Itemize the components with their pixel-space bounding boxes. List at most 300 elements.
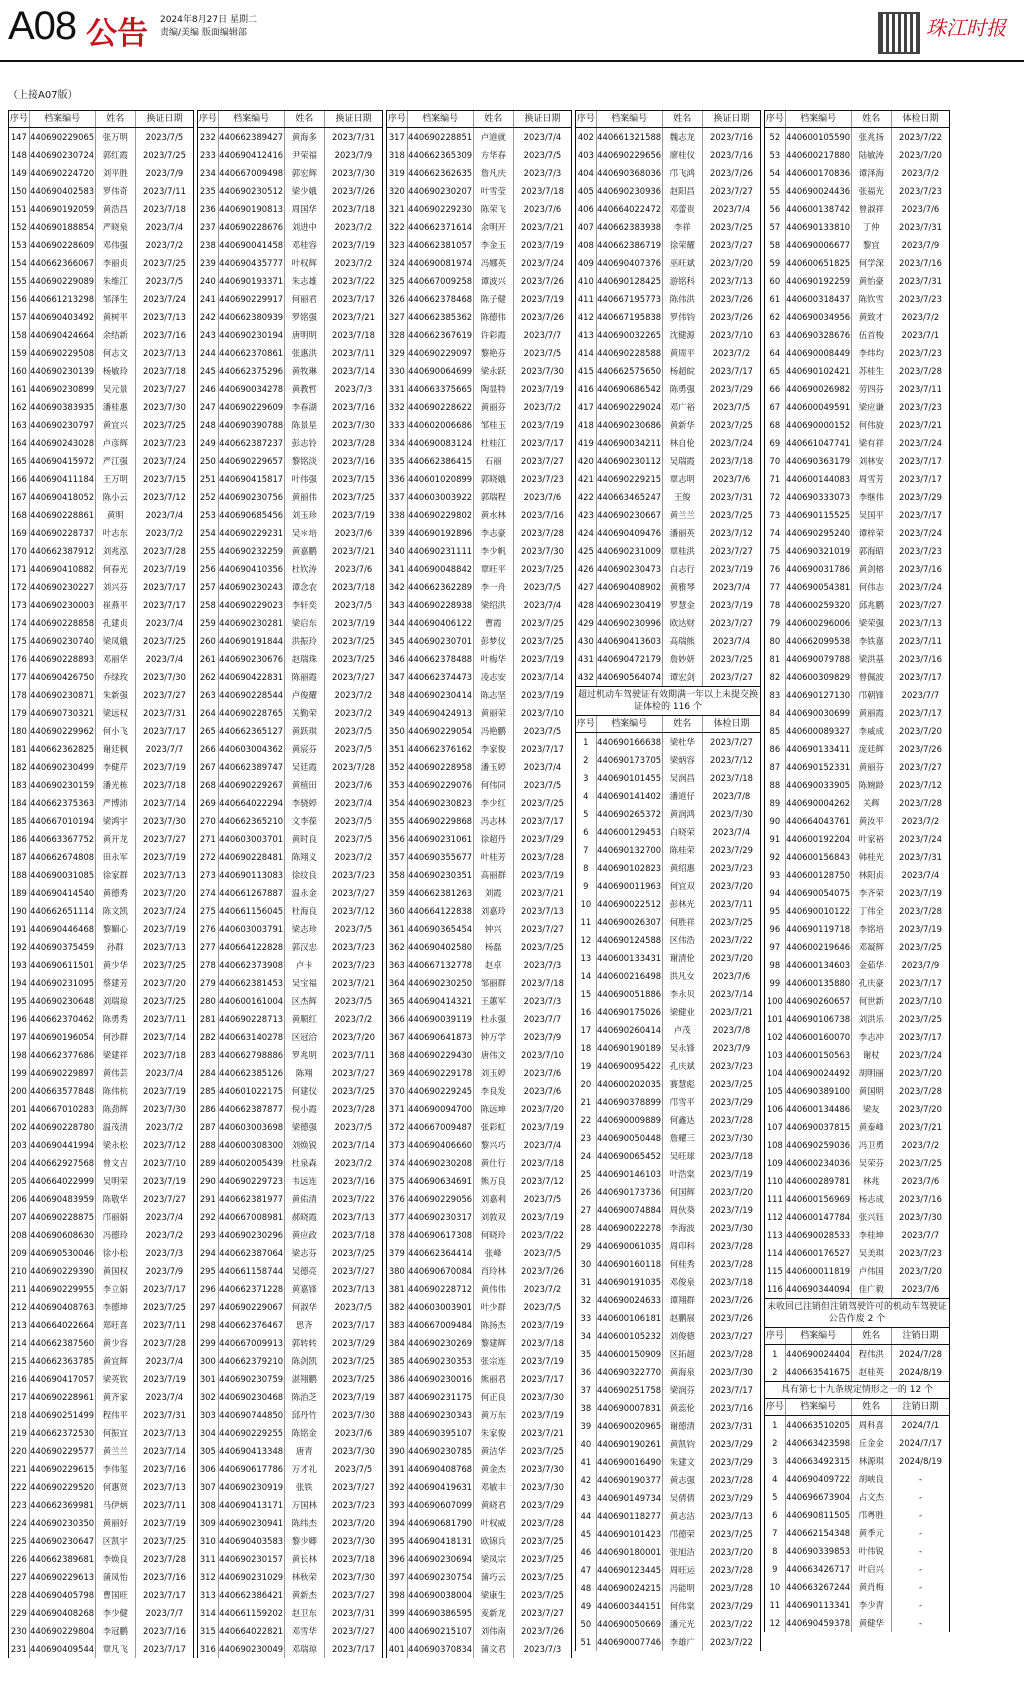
seq-cell: 181	[9, 740, 30, 758]
file-no-cell: 440690229054	[408, 722, 474, 740]
table-row	[198, 470, 382, 488]
file-no-cell: 440663367752	[30, 830, 96, 848]
file-no-cell: 440690230269	[408, 1334, 474, 1352]
table-row	[9, 1496, 193, 1514]
seq-cell: 6	[576, 823, 597, 841]
seq-cell: 284	[198, 1064, 219, 1082]
seq-cell: 246	[198, 380, 219, 398]
seq-cell: 171	[9, 560, 30, 578]
table-row	[765, 434, 949, 452]
table-row	[9, 1478, 193, 1496]
date-cell: -	[918, 1528, 922, 1538]
seq-cell: 393	[387, 1496, 408, 1514]
table-row	[9, 200, 193, 218]
file-no-cell: 440602006686	[408, 416, 474, 434]
seq-cell: 180	[9, 722, 30, 740]
table-row	[9, 884, 193, 902]
table-row	[198, 1118, 382, 1136]
name-cell: 谢德清	[663, 1417, 703, 1435]
table-row	[765, 164, 949, 182]
date-cell: 2023/7/5	[523, 582, 562, 592]
table-row	[576, 272, 760, 290]
table-row	[9, 326, 193, 344]
date-cell: 2023/7/27	[709, 672, 753, 682]
file-no-cell: 440690030699	[786, 704, 852, 722]
name-cell: 何伟棠	[663, 1597, 703, 1615]
date-cell: 2023/7/6	[334, 564, 373, 574]
name-cell: 黄怡豪	[852, 272, 892, 290]
table-row	[9, 236, 193, 254]
file-no-cell: 440690230754	[408, 1568, 474, 1586]
name-cell: 邓敏丰	[474, 1478, 514, 1496]
file-no-cell: 440662370861	[219, 344, 285, 362]
file-no-cell: 440662381263	[408, 884, 474, 902]
date-cell: 2023/7/25	[709, 654, 753, 664]
table-row	[765, 794, 949, 812]
file-no-cell: 440690229723	[219, 1172, 285, 1190]
name-cell: 曹霞	[474, 614, 514, 632]
seq-cell: 360	[387, 902, 408, 920]
table-row	[9, 1208, 193, 1226]
date-cell: 2023/7/20	[709, 881, 753, 891]
file-no-cell: 440662154348	[786, 1524, 852, 1542]
date-cell: 2023/7/6	[334, 528, 373, 538]
seq-cell: 355	[387, 812, 408, 830]
date-cell: 2023/7/19	[142, 1086, 186, 1096]
table-row	[576, 1435, 760, 1453]
seq-cell: 75	[765, 542, 786, 560]
seq-cell: 68	[765, 416, 786, 434]
name-cell: 黄佑清	[285, 1190, 325, 1208]
date-cell: -	[918, 1582, 922, 1592]
date-cell: 2023/7/10	[520, 708, 564, 718]
name-cell: 丁仲	[852, 218, 892, 236]
table-row	[576, 326, 760, 344]
date-cell: 2023/7/5	[523, 780, 562, 790]
file-no-cell: 440662374473	[408, 668, 474, 686]
name-cell: 余明开	[474, 218, 514, 236]
seq-cell: 413	[576, 326, 597, 344]
seq-cell: 234	[198, 164, 219, 182]
name-cell: 梁德强	[285, 1118, 325, 1136]
seq-cell: 78	[765, 596, 786, 614]
name-cell: 伍首梭	[852, 326, 892, 344]
table-row	[576, 1399, 760, 1417]
file-no-cell: 440690229178	[408, 1064, 474, 1082]
file-no-cell: 440690395107	[408, 1424, 474, 1442]
file-no-cell: 440690166638	[597, 733, 663, 751]
name-cell: 吴美琪	[852, 1244, 892, 1262]
seq-cell: 65	[765, 362, 786, 380]
date-cell: -	[918, 1492, 922, 1502]
file-no-cell: 440664022472	[597, 200, 663, 218]
date-cell: 2023/7/6	[334, 1428, 373, 1438]
seq-cell: 306	[198, 1460, 219, 1478]
table-row	[765, 1010, 949, 1028]
file-no-cell: 440600134603	[786, 956, 852, 974]
seq-cell: 272	[198, 848, 219, 866]
seq-cell: 271	[198, 830, 219, 848]
date-cell: 2023/7/6	[523, 492, 562, 502]
seq-cell: 21	[576, 1093, 597, 1111]
date-cell: 2023/7/26	[709, 168, 753, 178]
name-cell: 区凯宇	[96, 1532, 136, 1550]
file-no-cell: 440690022278	[597, 1219, 663, 1237]
file-no-cell: 440600105232	[597, 1327, 663, 1345]
seq-cell: 113	[765, 1226, 786, 1244]
table-row	[198, 596, 382, 614]
file-no-cell: 440690230996	[597, 614, 663, 632]
name-cell: 黄致才	[852, 308, 892, 326]
name-cell: 卢茂	[663, 1021, 703, 1039]
file-no-cell: 440690051886	[597, 985, 663, 1003]
file-no-cell: 440690229076	[408, 776, 474, 794]
table-row	[387, 344, 571, 362]
file-no-cell: 440662376467	[219, 1316, 285, 1334]
name-cell: 朱家俊	[474, 1424, 514, 1442]
seq-cell: 5	[576, 805, 597, 823]
date-cell: 2023/7/25	[331, 1086, 375, 1096]
table-row	[387, 290, 571, 308]
table-row	[387, 524, 571, 542]
date-cell: -	[918, 1474, 922, 1484]
table-row	[387, 560, 571, 578]
name-cell: 刘嘉玲	[474, 902, 514, 920]
date-cell: 2023/7/23	[142, 438, 186, 448]
file-no-cell: 440690193371	[219, 272, 285, 290]
seq-cell: 240	[198, 272, 219, 290]
table-row	[765, 776, 949, 794]
name-cell: 马伊炳	[96, 1496, 136, 1514]
date-cell: 2023/7/5	[334, 744, 373, 754]
date-cell: 2023/7/26	[709, 1313, 753, 1323]
date-cell: 2023/7/17	[520, 438, 564, 448]
file-no-cell: 440664122838	[408, 902, 474, 920]
table-row	[576, 668, 760, 686]
file-no-cell: 440690229508	[30, 344, 96, 362]
date-cell: 2023/7/20	[142, 978, 186, 988]
table-row	[198, 668, 382, 686]
date-cell: 2023/7/16	[898, 1194, 942, 1204]
name-cell: 思齐	[285, 1316, 325, 1334]
table-row	[387, 506, 571, 524]
table-row	[765, 992, 949, 1010]
name-cell: 赵鹏展	[663, 1309, 703, 1327]
name-cell: 何国辉	[663, 1183, 703, 1201]
date-cell: 2023/7/4	[523, 600, 562, 610]
date-cell: 2023/7/3	[145, 1248, 184, 1258]
seq-cell: 255	[198, 542, 219, 560]
table-row	[765, 704, 949, 722]
date-cell: 2023/7/10	[142, 1158, 186, 1168]
name-cell: 洪振玲	[285, 632, 325, 650]
file-no-cell: 440690141402	[597, 787, 663, 805]
seq-cell: 4	[765, 1470, 786, 1488]
date-cell: 2023/7/19	[520, 420, 564, 430]
file-no-cell: 440696673904	[786, 1488, 852, 1506]
seq-cell: 281	[198, 1010, 219, 1028]
name-cell: 冯娜英	[474, 254, 514, 272]
name-cell: 苏桂生	[852, 362, 892, 380]
name-cell: 佳广毅	[852, 1280, 892, 1298]
file-no-cell: 440690229255	[219, 1424, 285, 1442]
seq-cell: 366	[387, 1010, 408, 1028]
file-no-cell: 440690730321	[30, 704, 96, 722]
table-row	[9, 794, 193, 812]
table-row	[387, 1262, 571, 1280]
file-no-cell: 440690265372	[597, 805, 663, 823]
table-row	[9, 650, 193, 668]
file-no-cell: 440663577848	[30, 1082, 96, 1100]
date-cell: 2023/7/16	[331, 1176, 375, 1186]
name-cell: 黄伟芸	[96, 1064, 136, 1082]
file-no-cell: 440690365454	[408, 920, 474, 938]
seq-cell: 275	[198, 902, 219, 920]
table-row	[9, 218, 193, 236]
name-cell: 何胜祥	[663, 913, 703, 931]
name-cell: 区伟浩	[663, 931, 703, 949]
date-cell: 2023/7/6	[523, 1086, 562, 1096]
seq-cell: 190	[9, 902, 30, 920]
table-row	[198, 1622, 382, 1640]
table-row	[198, 1424, 382, 1442]
file-no-cell: 440690686542	[597, 380, 663, 398]
header-renew-date: 换证日期	[146, 114, 183, 124]
name-cell: 叶启兴	[852, 1560, 892, 1578]
file-no-cell: 440690190813	[219, 200, 285, 218]
name-cell: 郭瑞程	[474, 488, 514, 506]
seq-cell: 381	[387, 1280, 408, 1298]
date-cell: 2023/7/27	[709, 618, 753, 628]
header-exam-date: 体检日期	[713, 719, 750, 729]
file-no-cell: 440690190261	[597, 1435, 663, 1453]
seq-cell: 282	[198, 1028, 219, 1046]
name-cell: 吴明荣	[96, 1172, 136, 1190]
name-cell: 陈小云	[96, 488, 136, 506]
table-row	[198, 200, 382, 218]
table-row	[576, 1615, 760, 1633]
file-no-cell: 440690228712	[408, 1280, 474, 1298]
name-cell: 何学深	[852, 254, 892, 272]
seq-cell: 29	[576, 1237, 597, 1255]
table-row	[387, 1568, 571, 1586]
date-cell: 2023/7/29	[709, 1457, 753, 1467]
table-row	[198, 434, 382, 452]
seq-cell: 241	[198, 290, 219, 308]
table-row	[387, 398, 571, 416]
date-cell: 2023/7/25	[142, 1536, 186, 1546]
file-no-cell: 440690190189	[597, 1039, 663, 1057]
name-cell: 陈纬杰	[285, 1514, 325, 1532]
header-file-no: 档案编号	[597, 716, 663, 732]
table-row	[576, 452, 760, 470]
date-cell: 2023/7/18	[331, 1554, 375, 1564]
seq-cell: 408	[576, 236, 597, 254]
file-no-cell: 440690024436	[786, 182, 852, 200]
name-cell: 徐纹良	[285, 866, 325, 884]
seq-cell: 431	[576, 650, 597, 668]
table-row	[765, 452, 949, 470]
seq-cell: 203	[9, 1136, 30, 1154]
seq-cell: 407	[576, 218, 597, 236]
date-cell: 2023/7/29	[709, 1493, 753, 1503]
table-row	[198, 506, 382, 524]
name-cell: 赵阳昌	[663, 182, 703, 200]
editor-line: 责编/美编 版面编辑部	[160, 28, 247, 38]
file-no-cell: 440667009484	[408, 1316, 474, 1334]
table-row	[576, 578, 760, 596]
name-cell: 黄雅琴	[663, 578, 703, 596]
seq-cell: 35	[576, 1345, 597, 1363]
file-no-cell: 440690641873	[408, 1028, 474, 1046]
table-row	[198, 776, 382, 794]
file-no-cell: 440690441994	[30, 1136, 96, 1154]
seq-cell: 59	[765, 254, 786, 272]
seq-cell: 323	[387, 236, 408, 254]
file-no-cell: 440662362825	[30, 740, 96, 758]
seq-cell: 342	[387, 578, 408, 596]
table-row	[198, 848, 382, 866]
seq-cell: 170	[9, 542, 30, 560]
date-cell: 2023/7/24	[898, 1050, 942, 1060]
seq-cell: 188	[9, 866, 30, 884]
date-cell: 2023/7/14	[520, 672, 564, 682]
seq-cell: 401	[387, 1640, 408, 1658]
date-cell: 2023/7/5	[145, 276, 184, 286]
name-cell: 陈伟洪	[663, 290, 703, 308]
seq-cell: 287	[198, 1118, 219, 1136]
date-cell: 2023/7/30	[709, 1223, 753, 1233]
file-no-cell: 440662370462	[30, 1010, 96, 1028]
seq-cell: 325	[387, 272, 408, 290]
file-no-cell: 440667009913	[219, 1334, 285, 1352]
seq-cell: 10	[765, 1578, 786, 1596]
file-no-cell: 440667009498	[219, 164, 285, 182]
seq-cell: 1	[765, 1345, 786, 1363]
file-no-cell: 440603003901	[408, 1298, 474, 1316]
date-cell: 2023/7/2	[334, 1014, 373, 1024]
date-cell: 2023/7/21	[520, 1428, 564, 1438]
name-cell: 杜钦涛	[285, 560, 325, 578]
table-row	[387, 254, 571, 272]
table-row	[576, 1003, 760, 1021]
seq-cell: 249	[198, 434, 219, 452]
file-no-cell: 440690229390	[30, 1262, 96, 1280]
name-cell: 叶权威	[474, 1514, 514, 1532]
seq-cell: 424	[576, 524, 597, 542]
table-row	[9, 1316, 193, 1334]
seq-cell: 101	[765, 1010, 786, 1028]
seq-cell: 105	[765, 1082, 786, 1100]
name-cell: 黄开龙	[96, 830, 136, 848]
date-cell: 2023/7/25	[520, 636, 564, 646]
date-cell: 2023/7/5	[523, 348, 562, 358]
file-no-cell: 440690403583	[219, 1532, 285, 1550]
name-cell: 黄宜兴	[96, 416, 136, 434]
file-no-cell: 440662373908	[219, 956, 285, 974]
date-cell: 2023/7/11	[142, 186, 186, 196]
table-row	[576, 506, 760, 524]
table-row	[576, 787, 760, 805]
name-cell: 邝朝锋	[852, 686, 892, 704]
date-cell: 2023/7/23	[898, 294, 942, 304]
file-no-cell: 440690435777	[219, 254, 285, 272]
table-row	[765, 1280, 949, 1298]
name-cell: 潘元光	[663, 1615, 703, 1633]
seq-cell: 91	[765, 830, 786, 848]
seq-cell: 72	[765, 488, 786, 506]
date-cell: 2023/7/19	[142, 1374, 186, 1384]
date-cell: 2023/7/18	[520, 1338, 564, 1348]
name-cell: 黄教哲	[285, 380, 325, 398]
file-no-cell: 440690230797	[30, 416, 96, 434]
date-cell: 2023/7/28	[331, 438, 375, 448]
seq-cell: 396	[387, 1550, 408, 1568]
file-no-cell: 440662387064	[219, 1244, 285, 1262]
seq-cell: 285	[198, 1082, 219, 1100]
table-row	[9, 866, 193, 884]
date-cell: 2023/7/23	[898, 402, 942, 412]
date-cell: 2023/7/11	[331, 348, 375, 358]
seq-cell: 382	[387, 1298, 408, 1316]
date-cell: 2023/7/27	[709, 186, 753, 196]
name-cell: 黄水林	[474, 506, 514, 524]
table-row	[576, 362, 760, 380]
file-no-cell: 440662367619	[408, 326, 474, 344]
name-cell: 陈敬华	[96, 1190, 136, 1208]
name-cell: 邓俊泉	[663, 1273, 703, 1291]
seq-cell: 405	[576, 182, 597, 200]
date-cell: 2023/7/10	[520, 1050, 564, 1060]
date-cell: 2023/7/27	[898, 600, 942, 610]
date-cell: 2023/7/12	[520, 1176, 564, 1186]
date-cell: 2023/7/25	[331, 1356, 375, 1366]
seq-cell: 76	[765, 560, 786, 578]
name-cell: 廖桂仪	[663, 146, 703, 164]
name-cell: 黄齐家	[96, 1388, 136, 1406]
seq-cell: 429	[576, 614, 597, 632]
file-no-cell: 440690127130	[786, 686, 852, 704]
file-no-cell: 440662379210	[219, 1352, 285, 1370]
table-row	[576, 164, 760, 182]
name-cell: 黄国明	[852, 1082, 892, 1100]
name-cell: 万国林	[285, 1496, 325, 1514]
seq-cell: 326	[387, 290, 408, 308]
date-cell: 2023/7/22	[709, 1637, 753, 1647]
name-cell: 谭宏剑	[663, 668, 703, 686]
file-no-cell: 440690034956	[786, 308, 852, 326]
file-no-cell: 440690146103	[597, 1165, 663, 1183]
name-cell: 李少帆	[474, 542, 514, 560]
seq-cell: 11	[765, 1596, 786, 1614]
date-cell: 2023/7/17	[898, 474, 942, 484]
date-cell: 2023/7/25	[898, 1014, 942, 1024]
name-cell: 李齐荣	[852, 884, 892, 902]
file-no-cell: 440690230676	[219, 650, 285, 668]
name-cell: 黄应政	[285, 1226, 325, 1244]
date-cell: 2023/7/20	[331, 1518, 375, 1528]
issue-date: 2024年8月27日 星期二	[160, 15, 257, 25]
seq-cell: 335	[387, 452, 408, 470]
table-row	[9, 992, 193, 1010]
name-cell: 杜泉森	[285, 1154, 325, 1172]
table-row	[387, 938, 571, 956]
date-cell: 2023/7/30	[142, 672, 186, 682]
file-no-cell: 440662365127	[219, 722, 285, 740]
file-no-cell: 440690230157	[219, 1550, 285, 1568]
name-cell: 梁润芬	[663, 1381, 703, 1399]
seq-cell: 334	[387, 434, 408, 452]
